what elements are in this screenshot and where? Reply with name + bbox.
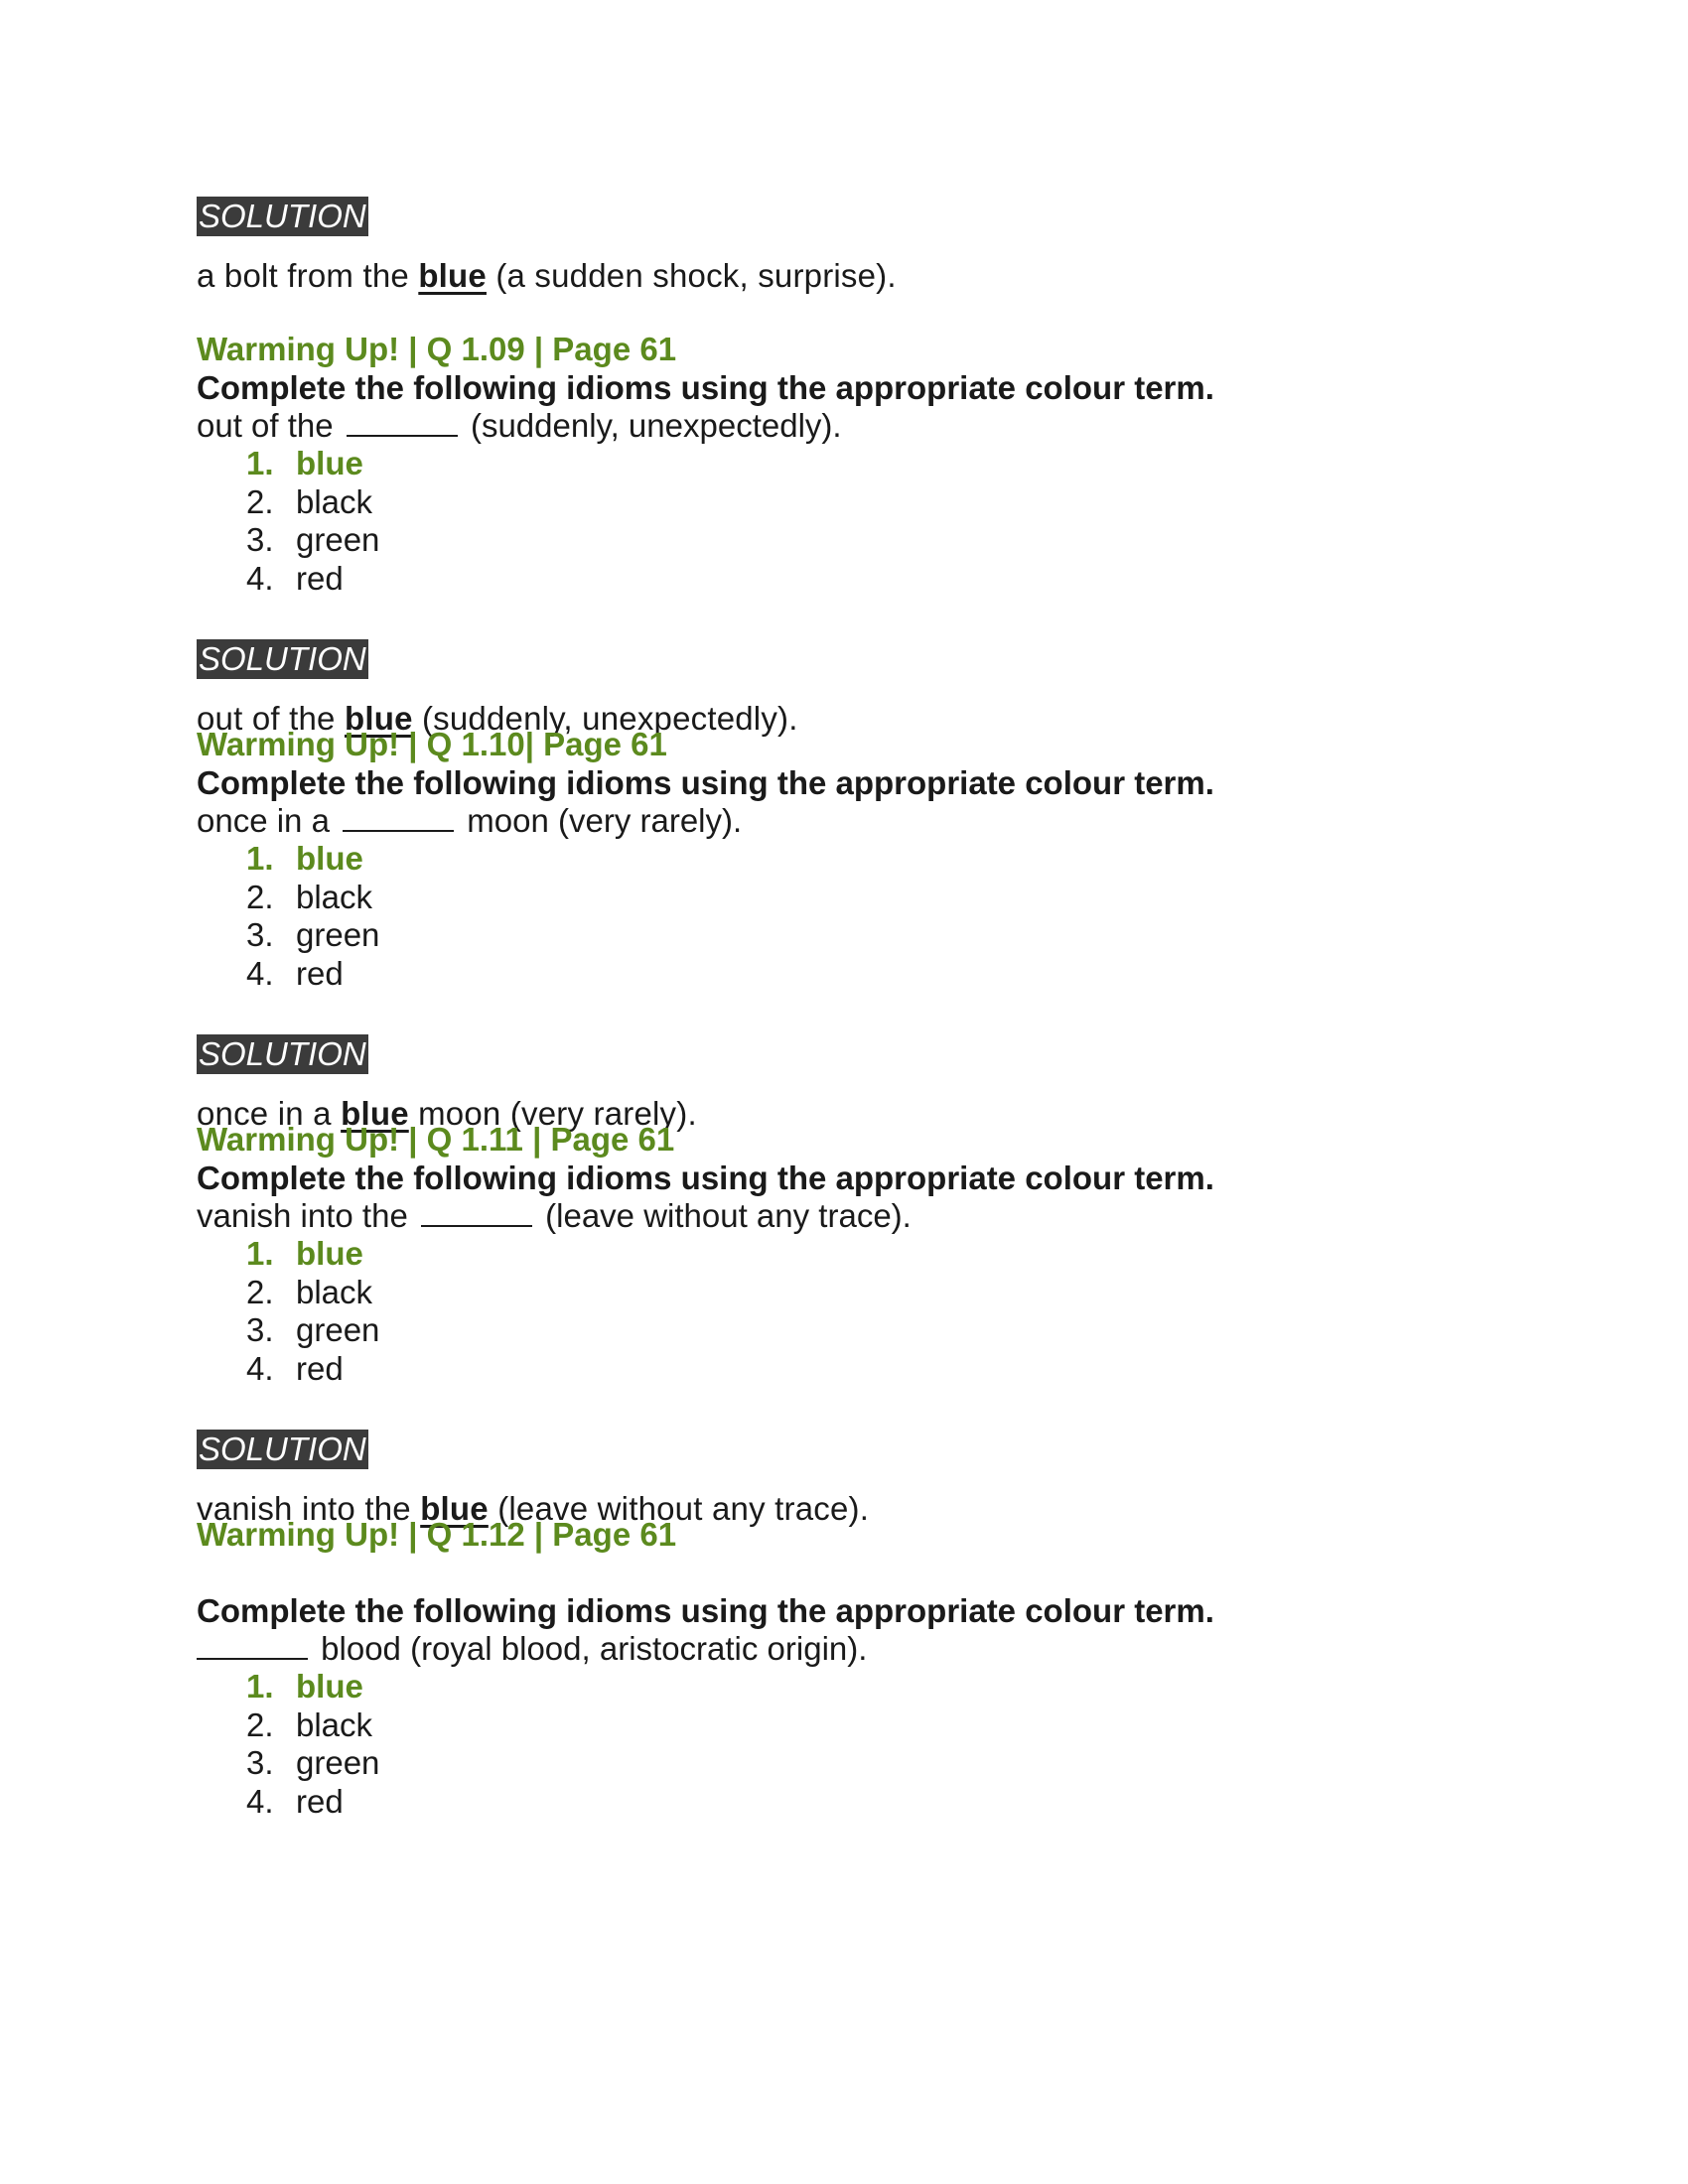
answer-key: blue: [341, 1095, 409, 1132]
option-list: [197, 840, 1487, 993]
solution-label: SOLUTION: [199, 1035, 366, 1072]
solution-label: SOLUTION: [199, 198, 366, 234]
option-item: 4. red: [246, 1782, 344, 1820]
option-item: 1. blue: [246, 1235, 363, 1272]
option-item: 3. green: [246, 1744, 380, 1781]
option-item: 3. green: [246, 521, 380, 558]
question-instruction: Complete the following idioms using the appropriate colour term.: [197, 1160, 1214, 1196]
solution-text: out of the blue (suddenly, unexpectedly).: [197, 700, 798, 737]
option-item: 3. green: [246, 1311, 380, 1348]
option-item: 1. blue: [246, 445, 363, 481]
solution-label: SOLUTION: [199, 1431, 366, 1467]
option-item: 1. blue: [246, 840, 363, 877]
question-block: [197, 1515, 1487, 1821]
question-heading: Warming Up! | Q 1.10| Page 61: [197, 726, 667, 762]
question-instruction: Complete the following idioms using the appropriate colour term.: [197, 764, 1214, 801]
document-page: [197, 197, 1487, 1868]
solution-label: SOLUTION: [199, 640, 366, 677]
question-heading: Warming Up! | Q 1.09 | Page 61: [197, 331, 677, 367]
answer-blank: [347, 407, 458, 437]
solution-block: [197, 197, 1487, 296]
question-heading: Warming Up! | Q 1.11 | Page 61: [197, 1121, 675, 1158]
question-instruction: Complete the following idioms using the appropriate colour term.: [197, 369, 1214, 406]
spacer: [197, 1555, 1487, 1592]
question-stem: once in a moon (very rarely).: [197, 802, 743, 839]
question-heading: Warming Up! | Q 1.12 | Page 61: [197, 1516, 677, 1553]
answer-blank: [421, 1197, 532, 1227]
option-item: 2. black: [246, 1273, 373, 1310]
option-item: 4. red: [246, 559, 344, 597]
answer-key: blue: [420, 1490, 489, 1527]
option-item: 4. red: [246, 1349, 344, 1387]
question-block: [197, 725, 1487, 1134]
option-item: 1. blue: [246, 1668, 363, 1705]
option-item: 2. black: [246, 482, 373, 520]
option-item: 4. red: [246, 954, 344, 992]
question-stem: vanish into the (leave without any trace).: [197, 1197, 912, 1234]
question-block: [197, 1120, 1487, 1529]
solution-text: vanish into the blue (leave without any trace).: [197, 1490, 870, 1527]
option-item: 2. black: [246, 1706, 373, 1743]
answer-blank: [343, 802, 454, 832]
solution-text: once in a blue moon (very rarely).: [197, 1095, 697, 1132]
option-list: [197, 1235, 1487, 1388]
question-instruction: Complete the following idioms using the appropriate colour term.: [197, 1592, 1214, 1629]
option-list: [197, 445, 1487, 598]
option-item: 3. green: [246, 916, 380, 953]
answer-blank: [197, 1630, 308, 1660]
solution-text: a bolt from the blue (a sudden shock, surprise).: [197, 257, 897, 294]
answer-key: blue: [418, 257, 487, 294]
option-item: 2. black: [246, 878, 373, 915]
question-stem: out of the (suddenly, unexpectedly).: [197, 407, 842, 444]
question-block: [197, 330, 1487, 739]
option-list: [197, 1668, 1487, 1821]
answer-key: blue: [344, 700, 413, 737]
question-stem: blood (royal blood, aristocratic origin).: [197, 1630, 1487, 1668]
